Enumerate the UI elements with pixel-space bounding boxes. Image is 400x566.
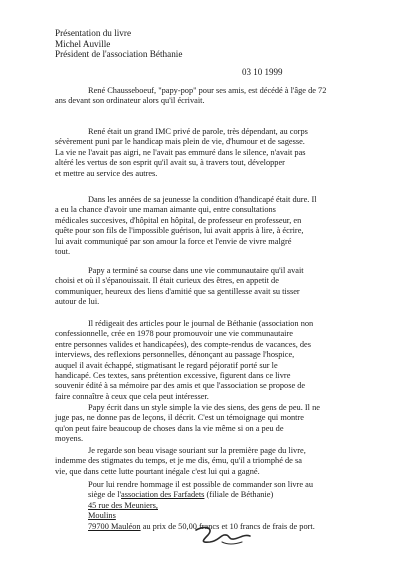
text-line: juge pas, ne donne pas de leçons, il décrit. C'est un témoignage qui montre <box>55 413 304 423</box>
text-line: Papy a terminé sa course dans une vie communautaire qu'il avait <box>88 266 304 275</box>
text-line: faire connaître à ceux que cela peut intéresser. <box>55 391 209 401</box>
text-line: tout. <box>55 247 71 257</box>
text-line: sévèrement puni par le handicap mais plein de vie, d'humour et de sagesse. <box>55 137 305 147</box>
text-line: René Chausseboeuf, "papy-pop" pour ses amis, est décédé à l'âge de 72 <box>88 86 327 95</box>
text-line: qu'on peut faire beaucoup de choses dans la vie même si on a peu de <box>55 423 284 433</box>
paragraph-4 <box>55 266 304 308</box>
text-line: lui avait communiqué par son amour la force et l'envie de vivre malgré <box>55 236 292 246</box>
farfadets-link[interactable]: association des Farfadets <box>121 490 205 500</box>
text-line: souvenir édité à sa mémoire par des amis et que l'association se propose de <box>55 381 306 391</box>
text-line: médicales succesives, d'hôpital en hôpital, de professeur en professeur, en <box>55 215 302 225</box>
paragraph-6 <box>55 403 320 445</box>
text-line: Dans les années de sa jeunesse la condition d'handicapé était dure. Il <box>88 195 317 204</box>
text-line <box>88 490 315 500</box>
paragraph-5 <box>55 319 313 402</box>
text-line: ans devant son ordinateur alors qu'il écrivait. <box>55 96 205 106</box>
address-town: Moulins <box>88 511 116 521</box>
text-line: vie, que dans cette lutte pourtant inégale c'est lui qui a gagné. <box>55 466 260 476</box>
header-author: Michel Auville <box>55 38 111 49</box>
header-title: Présentation du livre <box>55 28 132 38</box>
text-line: a eu la chance d'avoir une maman aimante qui, entre consultations <box>55 205 276 215</box>
text-line: interviews, des reflexions personnelles, dénonçant au passage l'hospice, <box>55 350 295 360</box>
letter-date: 03 10 1999 <box>242 67 283 77</box>
paragraph-3 <box>55 195 317 257</box>
text-line: Je regarde son beau visage souriant sur la première page du livre, <box>88 446 306 455</box>
text-line: handicapé. Ces textes, sans prétention excessive, figurent dans ce livre <box>55 371 291 381</box>
text-line: Pour lui rendre hommage il est possible de commander son livre au <box>88 480 313 489</box>
text-line: confessionnelle, crée en 1978 pour promouvoir une vie communautaire <box>55 329 293 339</box>
address-street: 45 rue des Meuniers, <box>88 500 158 510</box>
text-line: Il rédigeait des articles pour le journal de Béthanie (association non <box>88 319 314 328</box>
text-segment: au prix de 50,00 francs et 10 francs de frais de port. <box>140 521 315 531</box>
text-line: quête pour son fils de l'impossible guérison, lui avait appris à lire, à écrire, <box>55 226 304 236</box>
paragraph-2 <box>55 127 308 179</box>
text-line: altéré les vertus de son esprit qu'il avait su, à travers tout, développer <box>55 158 285 168</box>
text-segment: siège de l' <box>88 490 122 500</box>
text-line: moyens. <box>55 434 84 444</box>
paragraph-7 <box>55 446 306 477</box>
text-line: et mettre au service des autres. <box>55 168 158 178</box>
text-line: autour de lui. <box>55 297 100 307</box>
text-line: René était un grand IMC privé de parole, très dépendant, au corps <box>88 127 308 136</box>
text-line: indemme des stigmates du temps, et je me dis, ému, qu'il a triomphé de sa <box>55 456 302 466</box>
text-line: choisi et où il s'épanouissait. Il était curieux des êtres, en appetit de <box>55 276 279 286</box>
address-postcode: 79700 Mauléon <box>88 521 141 531</box>
letter-header <box>55 28 182 60</box>
text-line: auquel il avait échappé, stigmatisant le regard péjoratif porté sur le <box>55 360 278 370</box>
text-line: Papy écrit dans un style simple la vie des siens, des gens de peu. Il ne <box>88 403 320 412</box>
header-role: Président de l'association Béthanie <box>55 49 183 59</box>
text-segment: (filiale de Béthanie) <box>204 490 274 500</box>
handwritten-signature <box>192 524 254 548</box>
text-line: La vie ne l'avait pas aigri, ne l'avait pas emmuré dans le silence, n'avait pas <box>55 147 306 157</box>
paragraph-1 <box>55 86 326 107</box>
text-line: entre personnes valides et handicapées), des compte-rendus de vacances, des <box>55 339 311 349</box>
text-line: communiquer, heureux des liens d'amitié que sa gentillesse avait su tisser <box>55 286 300 296</box>
